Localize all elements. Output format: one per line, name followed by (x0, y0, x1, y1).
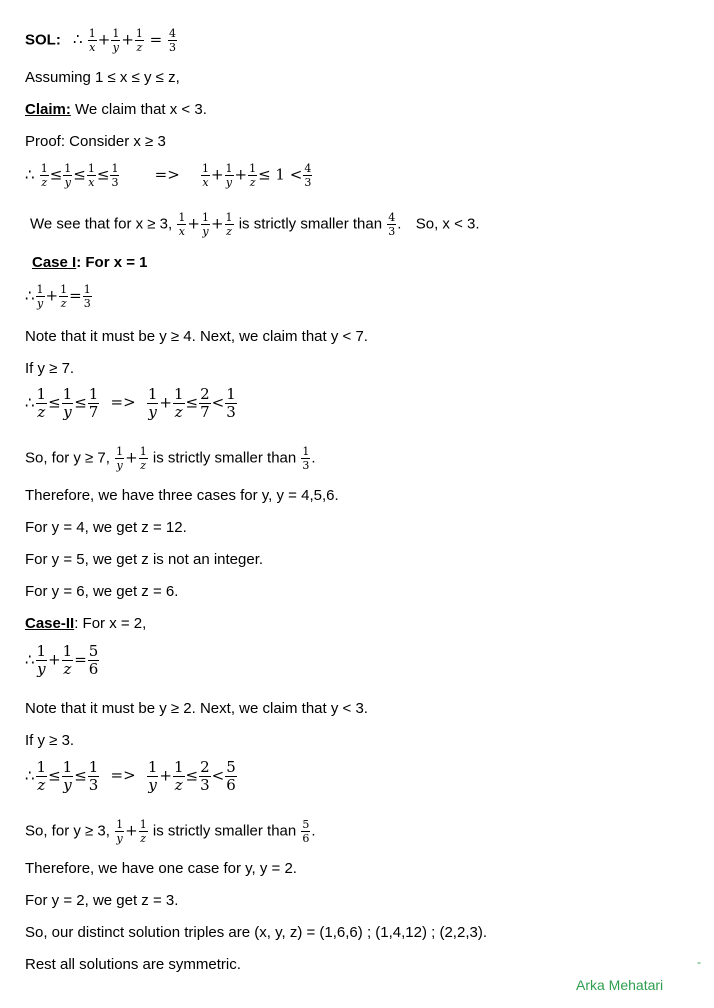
see-end: So, x < 3. (415, 215, 480, 233)
so2-text-a: So, for y ≥ 3, (25, 822, 110, 840)
for-y2-line: For y = 2, we get z = 3. (25, 892, 179, 909)
therefore1-line: Therefore, we have three cases for y, y = 4,5,6. (25, 487, 339, 504)
fraction: $\frac{1}{x}$ (88, 27, 96, 54)
so2-line: So, for y ≥ 3, $\frac{1}{y}$ + $\frac{1}{z}$ is strictly smaller than $\frac{5}{6}$ . (25, 818, 316, 845)
see-line: We see that for x ≥ 3, $\frac{1}{x}$ + $\frac{1}{y}$ + $\frac{1}{z}$ is strictly smaller than $\frac{4}{3}$ . So, x < 3. (30, 211, 480, 238)
case2-equation: ∴ $\frac{1}{y}$ + $\frac{1}{z}$ = $\frac{5}{6}$ (25, 642, 99, 678)
solutions-line: So, our distinct solution triples are (x, y, z) = (1,6,6) ; (1,4,12) ; (2,2,3). (25, 924, 487, 941)
claim-label: Claim: (25, 101, 71, 118)
sol-label: SOL: (25, 31, 61, 49)
so1-line: So, for y ≥ 7, $\frac{1}{y}$ + $\frac{1}{z}$ is strictly smaller than $\frac{1}{3}$ . (25, 445, 316, 472)
sol-line: SOL: ∴ $\frac{1}{x}$ + $\frac{1}{y}$ + $\frac{1}{z}$ = $\frac{4}{3}$ (25, 27, 176, 54)
claim-text: We claim that x < 3. (75, 101, 207, 118)
if1-line: If y ≥ 7. (25, 360, 75, 377)
so2-text-b: is strictly smaller than (152, 822, 297, 840)
see-mid: is strictly smaller than (238, 215, 383, 233)
inequality-line-2: ∴ $\frac{1}{z}$ ≤ $\frac{1}{y}$ ≤ $\frac{1}{7}$ => $\frac{1}{y}$ + $\frac{1}{z}$ ≤ $\frac{2}{7}$ < $\frac{1}{3}$ (25, 385, 236, 421)
case1-equation: ∴ $\frac{1}{y}$ + $\frac{1}{z}$ = $\frac{1}{3}$ (25, 283, 91, 310)
case1-label: Case I (32, 254, 77, 271)
see-text: We see that for x ≥ 3, (30, 215, 173, 233)
case2-text: : For x = 2, (74, 615, 147, 632)
claim-line (25, 100, 207, 120)
case1-line (32, 253, 147, 273)
for-y6-line: For y = 6, we get z = 6. (25, 583, 179, 600)
proof-line: Proof: Consider x ≥ 3 (25, 133, 166, 150)
note2-line: Note that it must be y ≥ 2. Next, we claim that y < 3. (25, 700, 368, 717)
inequality-line-1: ∴ $\frac{1}{z}$ ≤ $\frac{1}{y}$ ≤ $\frac{1}{x}$ ≤ $\frac{1}{3}$ => $\frac{1}{x}$ + $\frac{1}{y}$ + $\frac{1}{z}$ ≤ 1 < $\frac{4}{3}$ (25, 162, 312, 189)
so1-text-b: is strictly smaller than (152, 449, 297, 467)
note1-line: Note that it must be y ≥ 4. Next, we claim that y < 7. (25, 328, 368, 345)
rest-line: Rest all solutions are symmetric. (25, 956, 241, 973)
assuming-line: Assuming 1 ≤ x ≤ y ≤ z, (25, 69, 180, 86)
so1-text-a: So, for y ≥ 7, (25, 449, 110, 467)
therefore2-line: Therefore, we have one case for y, y = 2. (25, 860, 297, 877)
case2-line (25, 614, 146, 634)
case1-text: : For x = 1 (76, 254, 148, 271)
dash-mark: - (697, 955, 701, 969)
signature: Arka Mehatari (576, 977, 664, 993)
if2-line: If y ≥ 3. (25, 732, 75, 749)
for-y4-line: For y = 4, we get z = 12. (25, 519, 187, 536)
case2-label: Case-II (25, 615, 75, 632)
inequality-line-3: ∴ $\frac{1}{z}$ ≤ $\frac{1}{y}$ ≤ $\frac{1}{3}$ => $\frac{1}{y}$ + $\frac{1}{z}$ ≤ $\frac{2}{3}$ < $\frac{5}{6}$ (25, 758, 236, 794)
for-y5-line: For y = 5, we get z is not an integer. (25, 551, 264, 568)
